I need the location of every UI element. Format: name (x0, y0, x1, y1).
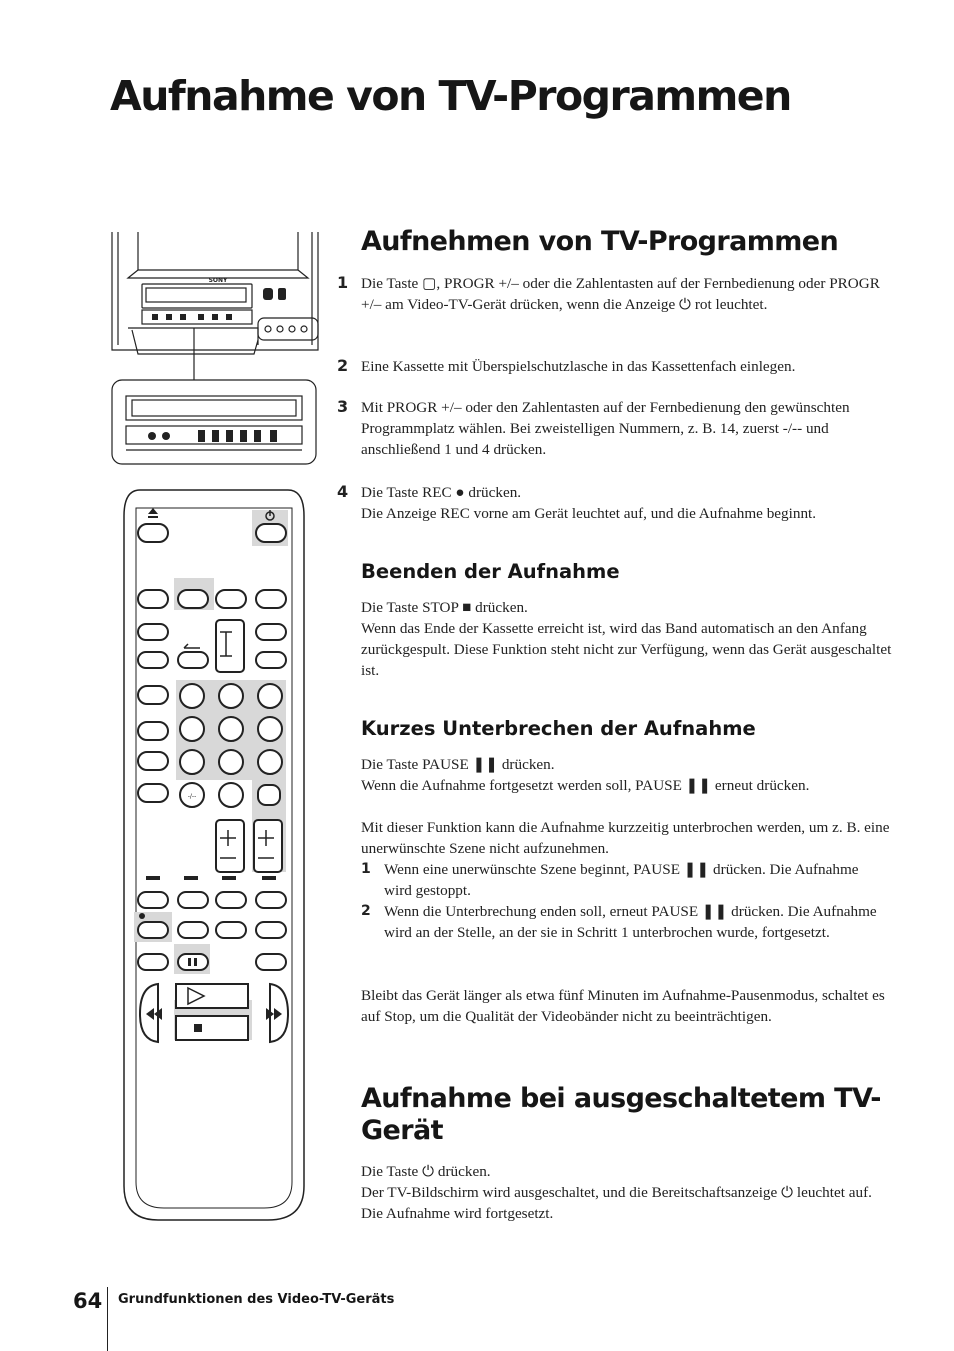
substep-number: 1 (361, 861, 371, 877)
step-text: Die Taste ▢, PROGR +/– oder die Zahlentasten auf der Fernbedienung oder PROGR +/– am Video-TV-Gerät drücken, wenn die Anzeige ⏻ rot leuchtet. (361, 275, 880, 313)
substep-text: Wenn die Unterbrechung enden soll, erneut PAUSE ❚❚ drücken. Die Aufnahme wird an der Stelle, an der sie in Schritt 1 unterbrochen wurde, fortgesetzt. (384, 903, 877, 941)
step-text: Eine Kassette mit Überspielschutzlasche in das Kassettenfach einlegen. (361, 358, 796, 375)
stop-text: Die Taste STOP ■ drücken. Wenn das Ende der Kassette erreicht ist, wird das Band automatisch an den Anfang zurückgespult. Diese Funktion steht nicht zur Verfügung, wenn das Gerät ausgeschaltet ist. (361, 599, 892, 679)
pause-text-1: Die Taste PAUSE ❚❚ drücken. Wenn die Aufnahme fortgesetzt werden soll, PAUSE ❚❚ erneut drücken. (361, 756, 810, 794)
section-heading-off: Aufnahme bei ausgeschaltetem TV-Gerät (361, 1083, 881, 1146)
section-heading-pause: Kurzes Unterbrechen der Aufnahme (361, 717, 756, 740)
tv-set-illustration (108, 230, 320, 470)
brand-logo: SONY (208, 277, 228, 284)
step-text: Mit PROGR +/– oder den Zahlentasten auf der Fernbedienung den gewünschten Programmplatz wählen. Bei zweistelligen Nummern, z. B. 14, zuerst -/-- und anschließend 1 und 4 drücken. (361, 399, 850, 458)
footer-section-title: Grundfunktionen des Video-TV-Geräts (118, 1292, 395, 1307)
off-text: Die Taste ⏻ drücken. Der TV-Bildschirm wird ausgeschaltet, und die Bereitschaftsanzeige ⏻ leuchtet auf. Die Aufnahme wird fortgesetzt. (361, 1163, 872, 1222)
section-heading-recording: Aufnehmen von TV-Programmen (361, 226, 839, 257)
substep-number: 2 (361, 903, 371, 919)
remote-control-illustration (118, 486, 310, 1226)
page-title: Aufnahme von TV-Programmen (110, 72, 791, 120)
substep-text: Wenn eine unerwünschte Szene beginnt, PAUSE ❚❚ drücken. Die Aufnahme wird gestoppt. (384, 861, 859, 899)
footer-divider (107, 1287, 108, 1351)
step-number: 3 (337, 397, 349, 416)
pause-text-3: Bleibt das Gerät länger als etwa fünf Minuten im Aufnahme-Pausenmodus, schaltet es auf Stop, um die Qualität der Videobänder nicht zu beeinträchtigen. (361, 987, 885, 1025)
step-number: 2 (337, 356, 349, 375)
dash-key-label: -/-- (187, 793, 197, 800)
section-heading-stop: Beenden der Aufnahme (361, 560, 620, 583)
pause-text-2: Mit dieser Funktion kann die Aufnahme kurzzeitig unterbrochen werden, um z. B. eine unerwünschte Szene nicht aufzunehmen. (361, 819, 890, 857)
step-number: 1 (337, 273, 349, 292)
step-number: 4 (337, 482, 349, 501)
step-text: Die Taste REC ● drücken. Die Anzeige REC vorne am Gerät leuchtet auf, und die Aufnahme beginnt. (361, 484, 817, 522)
page-number: 64 (73, 1289, 103, 1313)
